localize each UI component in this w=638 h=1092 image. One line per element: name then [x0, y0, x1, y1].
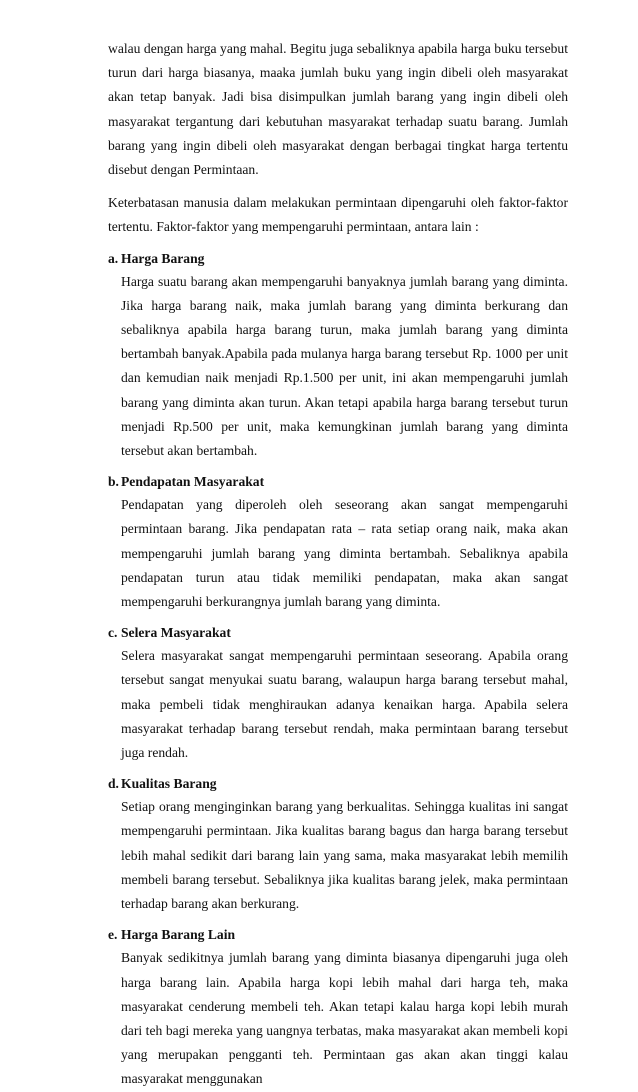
section-title: Pendapatan Masyarakat: [121, 474, 265, 490]
section-body: Pendapatan yang diperoleh oleh seseorang akan sangat mempengaruhi permintaan barang. Jika pendapatan rata – rata setiap orang naik, maka akan mempengaruhi jumlah barang yang diminta bertambah. Sebaliknya apabila pendapatan turun atau tidak memiliki pendapatan, maka akan sangat mempengaruhi berkurangnya jumlah barang yang diminta.: [121, 497, 568, 610]
intro-paragraph-1: walau dengan harga yang mahal. Begitu juga sebaliknya apabila harga buku tersebut turun dari harga biasanya, maaka jumlah buku yang ingin dibeli oleh masyarakat akan tetap banyak. Jadi bisa disimpulkan jumlah barang yang ingin dibeli oleh masyarakat tergantung dari kebutuhan masyarakat terhadap suatu barang. Jumlah barang yang ingin dibeli oleh masyarakat dengan berbagai tingkat harga tertentu disebut dengan Permintaan.: [108, 41, 568, 178]
section-heading: [108, 773, 568, 795]
section-heading: [108, 248, 568, 270]
section-title: Kualitas Barang: [121, 776, 217, 792]
section-selera-masyarakat: [108, 622, 568, 765]
section-pendapatan-masyarakat: [108, 471, 568, 614]
section-letter: b.: [108, 474, 119, 490]
section-heading: [108, 622, 568, 644]
section-body: Setiap orang menginginkan barang yang berkualitas. Sehingga kualitas ini sangat mempengaruhi permintaan. Jika kualitas barang bagus dan harga barang tersebut lebih mahal sedikit dari barang lain yang sama, maka masyarakat lebih memilih membeli barang tersebut. Sebaliknya jika kualitas barang jelek, maka permintaan terhadap barang akan berkurang.: [121, 799, 568, 912]
section-heading: [108, 471, 568, 493]
section-title: Harga Barang Lain: [121, 927, 236, 943]
section-letter: c.: [108, 625, 118, 641]
section-kualitas-barang: [108, 773, 568, 916]
section-title: Harga Barang: [121, 250, 205, 266]
section-harga-barang: [108, 248, 568, 464]
section-title: Selera Masyarakat: [121, 625, 231, 641]
section-letter: a.: [108, 250, 119, 266]
intro-paragraph-2: Keterbatasan manusia dalam melakukan permintaan dipengaruhi oleh faktor-faktor tertentu. Faktor-faktor yang mempengaruhi permintaan, antara lain :: [108, 195, 568, 235]
section-body: Selera masyarakat sangat mempengaruhi permintaan seseorang. Apabila orang tersebut sangat menyukai suatu barang, walaupun harga barang tersebut mahal, maka pembeli tidak menghiraukan adanya kenaikan harga. Apabila selera masyarakat terhadap barang tersebut rendah, maka permintaan barang tersebut juga rendah.: [121, 648, 568, 761]
section-body: Harga suatu barang akan mempengaruhi banyaknya jumlah barang yang diminta. Jika harga barang naik, maka jumlah barang yang diminta berkurang dan sebaliknya apabila harga barang turun, maka jumlah barang yang diminta bertambah banyak.Apabila pada mulanya harga barang tersebut Rp. 1000 per unit dan kemudian naik menjadi Rp.1.500 per unit, ini akan mempengaruhi jumlah barang yang diminta akan turun. Akan tetapi apabila harga barang tersebut turun menjadi Rp.500 per unit, maka kemungkinan jumlah barang yang diminta tersebut akan bertambah.: [121, 273, 568, 459]
section-letter: e.: [108, 927, 118, 943]
section-letter: d.: [108, 776, 119, 792]
section-body: Banyak sedikitnya jumlah barang yang diminta biasanya dipengaruhi juga oleh harga barang lain. Apabila harga kopi lebih mahal dari harga teh, maka masyarakat cenderung membeli teh. Akan tetapi kalau harga kopi lebih murah dari teh bagi mereka yang uangnya terbatas, maka masyarakat akan membeli kopi yang merupakan pengganti teh. Permintaan gas akan akan tinggi kalau masyarakat menggunakan: [121, 950, 568, 1087]
section-harga-barang-lain: [108, 924, 568, 1091]
section-heading: [108, 924, 568, 946]
